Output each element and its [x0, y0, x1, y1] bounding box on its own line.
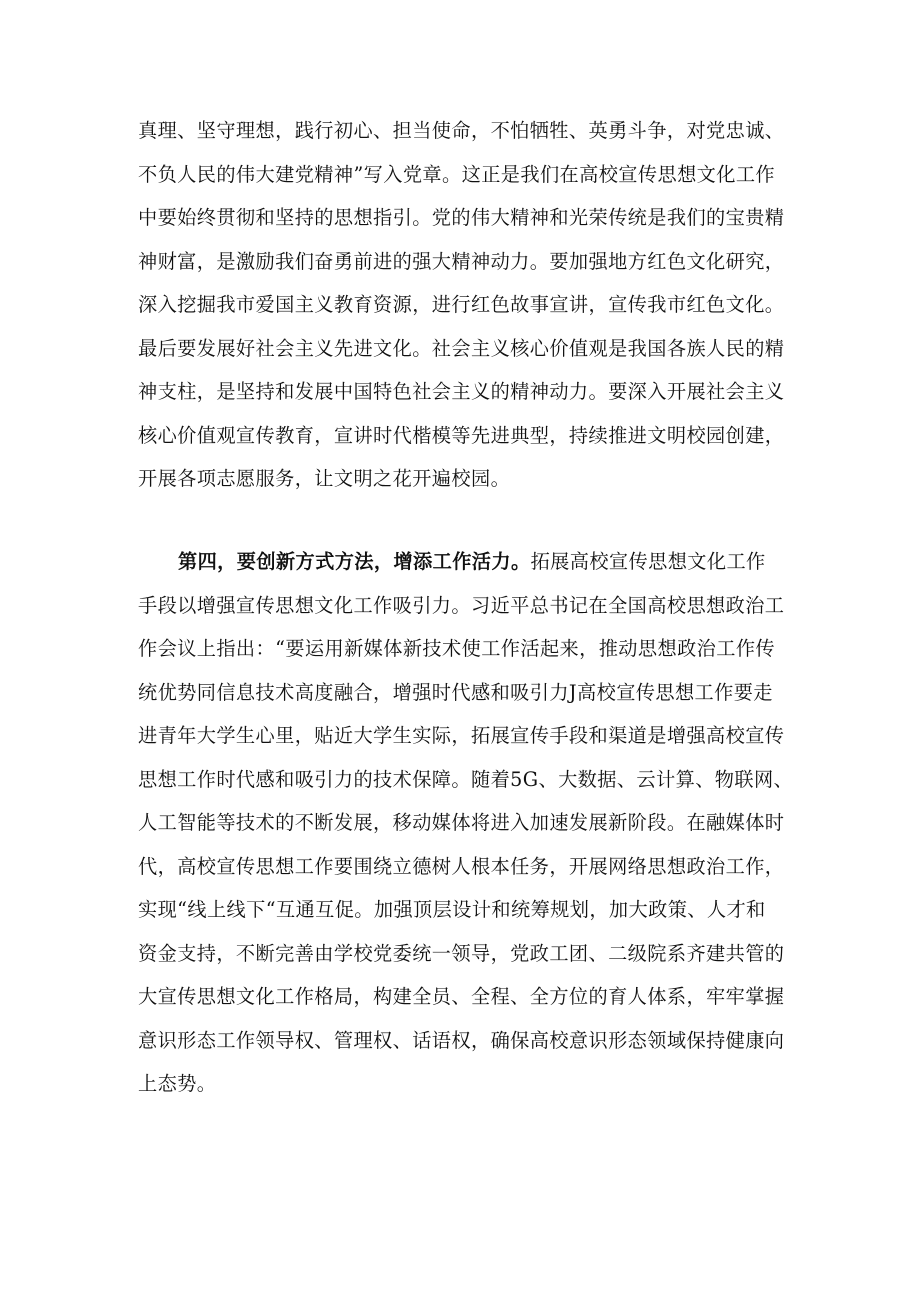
text-line: 进青年大学生心里，贴近大学生实际，拓展宣传手段和渠道是增强高校宣传	[138, 724, 785, 747]
text-line: 人工智能等技术的不断发展，移动媒体将进入加速发展新阶段。在融媒体时	[138, 811, 785, 834]
text-line: 思想工作时代感和吸引力的技术保障。随着5G、大数据、云计算、物联网、	[138, 767, 794, 791]
text-line: 中要始终贯彻和坚持的思想指引。党的伟大精神和光荣传统是我们的宝贵精	[138, 206, 785, 229]
text-line: 资金支持，不断完善由学校党委统一领导，党政工团、二级院系齐建共管的	[138, 941, 785, 965]
text-line-first	[138, 540, 798, 584]
text-line: 统优势同信息技术高度融合，增强时代感和吸引力J高校宣传思想工作要走	[138, 680, 773, 704]
text-line: 大宣传思想文化工作格局，构建全员、全程、全方位的育人体系，牢牢掌握	[138, 985, 785, 1008]
paragraph-lead-text: 拓展高校宣传思想文化工作	[530, 550, 766, 573]
text-line: 真理、坚守理想，践行初心、担当使命，不怕牺牲、英勇斗争，对党忠诚、	[138, 119, 785, 142]
paragraph-point-four	[138, 540, 798, 1106]
text-line: 实现“线上线下“互通互促。加强顶层设计和统筹规划，加大政策、人才和	[138, 898, 766, 921]
text-line: 最后要发展好社会主义先进文化。社会主义核心价值观是我国各族人民的精	[138, 336, 785, 360]
text-line: 神支柱，是坚持和发展中国特色社会主义的精神动力。要深入开展社会主义	[138, 380, 785, 403]
text-line: 核心价值观宣传教育，宣讲时代楷模等先进典型，持续推进文明校园创建，	[138, 423, 785, 447]
text-line: 上态势。	[138, 1072, 217, 1095]
text-line: 深入挖掘我市爱国主义教育资源，进行红色故事宣讲，宣传我市红色文化。	[138, 293, 785, 316]
text-line: 不负人民的伟大建党精神”写入党章。这正是我们在高校宣传思想文化工作	[138, 162, 776, 186]
text-line: 开展各项志愿服务，让文明之花开遍校园。	[138, 467, 511, 490]
text-line: 作会议上指出：“要运用新媒体新技术使工作活起来，推动思想政治工作传	[138, 637, 776, 660]
text-line: 神财富，是激励我们奋勇前进的强大精神动力。要加强地方红色文化研究，	[138, 249, 785, 273]
text-line: 手段以增强宣传思想文化工作吸引力。习近平总书记在全国高校思想政治工	[138, 593, 785, 617]
paragraph-continuation	[138, 109, 798, 501]
text-line: 代，高校宣传思想工作要围绕立德树人根本任务，开展网络思想政治工作，	[138, 854, 785, 878]
paragraph-heading: 第四，要创新方式方法，增添工作活力。	[178, 550, 531, 573]
text-line: 意识形态工作领导权、管理权、话语权，确保高校意识形态领域保持健康向	[138, 1028, 785, 1052]
